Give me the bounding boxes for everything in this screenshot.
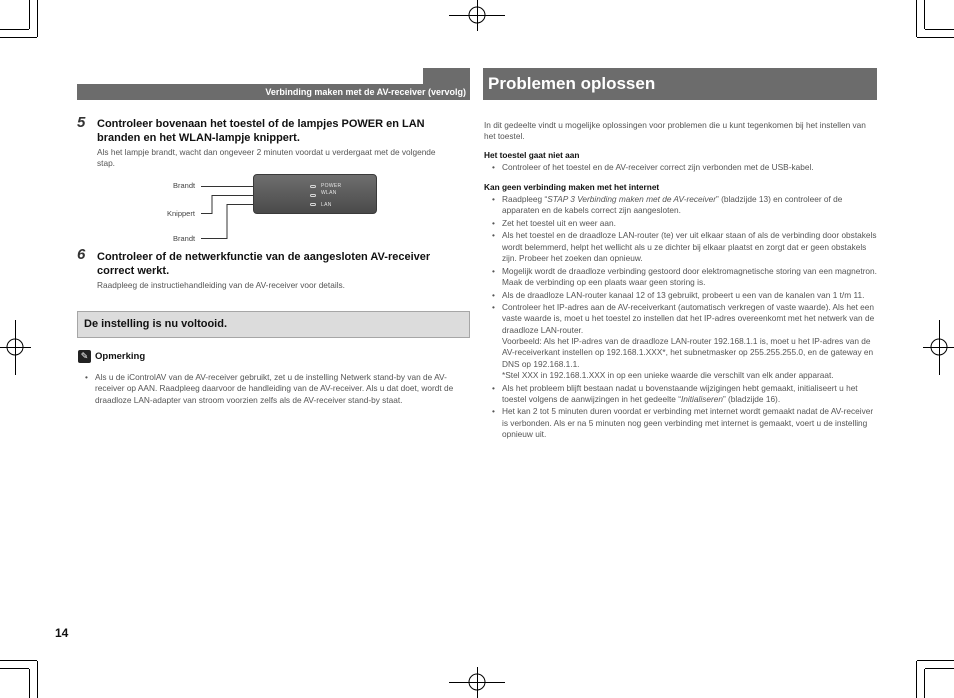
list-item: • Controleer of het toestel en de AV-receiver correct zijn verbonden met de USB-kabel. xyxy=(484,162,877,173)
subheading-internet: Kan geen verbinding maken met het internet xyxy=(484,182,660,192)
list-item: • Zet het toestel uit en weer aan. xyxy=(484,218,877,229)
pencil-icon: ✎ xyxy=(78,350,91,363)
label-brandt-power: Brandt xyxy=(173,181,196,190)
led-power-label: POWER xyxy=(321,183,342,189)
cross-reference: Initialiseren xyxy=(680,393,723,404)
device-illustration xyxy=(253,174,377,214)
subheading-power: Het toestel gaat niet aan xyxy=(484,150,580,160)
step-6-number: 6 xyxy=(77,246,86,263)
led-power-icon xyxy=(310,185,316,188)
header-tab xyxy=(423,68,470,84)
note-list xyxy=(77,372,470,407)
intro-text: In dit gedeelte vindt u mogelijke oplossingen voor problemen die u kunt tegenkomen bij het instellen van het toestel. xyxy=(484,120,866,141)
list-item: • Als de draadloze LAN-router kanaal 12 of 13 gebruikt, probeert u een van de kanalen van 1 t/m 11. xyxy=(484,290,877,301)
list-item: • Controleer het IP-adres aan de AV-receiverkant (automatisch verkregen of vaste waarde). Als het een vaste waarde is, moet u het toestel zo instellen dat het IP-adres overeenkomt met het netwerk van de draadloze LAN-router. Voorbeeld: Als het IP-adres van de draadloze LAN-router 192.168.1.1 is, moet u het IP-adres van de AV-receiverkant instellen op 192.168.1.XXX*, het subnetmasker op 255.255.255.0, en de gateway en DNS op 192.168.1.1. *Stel XXX in 192.168.1.XXX in op een unieke waarde die verschilt van elk ander apparaat. xyxy=(484,302,877,381)
step-5-number: 5 xyxy=(77,114,86,131)
label-knippert-wlan: Knippert xyxy=(167,209,195,218)
step-6-body: Raadpleeg de instructiehandleiding van de AV-receiver voor details. xyxy=(97,280,345,290)
step-6-title: Controleer of de netwerkfunctie van de aangesloten AV-receiver correct werkt. xyxy=(97,251,431,277)
note-title: Opmerking xyxy=(95,351,146,362)
list-item: • Als het toestel en de draadloze LAN-router (te) ver uit elkaar staan of als de verbinding door obstakels wordt belemmerd, helpt het wellicht als u ze dichter bij elkaar plaatst en zorgt dat er geen obstakels zijn. Probeer het zoeken dan opnieuw. xyxy=(484,230,877,264)
completion-box: De instelling is nu voltooid. xyxy=(77,311,470,338)
list-item: • Mogelijk wordt de draadloze verbinding gestoord door elektromagnetische storing van een magnetron. Maak de verbinding op een plaats waar geen storing is. xyxy=(484,266,877,289)
step-5-body: Als het lampje brandt, wacht dan ongeveer 2 minuten voordat u verdergaat met de volgende stap. xyxy=(97,147,436,168)
internet-list xyxy=(484,194,877,442)
led-lan-label: LAN xyxy=(321,202,332,208)
page-number: 14 xyxy=(55,626,69,640)
led-wlan-icon xyxy=(310,194,316,197)
section-header-bar: Verbinding maken met de AV-receiver (vervolg) xyxy=(77,84,470,100)
list-item: • Als u de iControlAV van de AV-receiver gebruikt, zet u de instelling Netwerk stand-by van de AV-receiver op AAN. Raadpleeg daarvoor de handleiding van de AV-receiver. Als u dat doet, wordt de draadloze LAN-adapter van stroom voorzien zelfs als de AV-receiver stand-by staat. xyxy=(77,372,470,406)
page-title: Problemen oplossen xyxy=(483,68,877,100)
power-list xyxy=(484,162,877,175)
led-wlan-label: WLAN xyxy=(321,190,337,196)
list-item: • Het kan 2 tot 5 minuten duren voordat er verbinding met internet wordt gemaakt nadat de AV-receiver is verbonden. Als er na 5 minuten nog geen verbinding met internet is gemaakt, voert u de instelling opnieuw uit. xyxy=(484,406,877,440)
label-brandt-lan: Brandt xyxy=(173,234,196,243)
list-item: • Als het probleem blijft bestaan nadat u bovenstaande wijzigingen hebt gemaakt, initialiseert u het toestel volgens de aanwijzingen in het gedeelte “Initialiseren” (bladzijde 16). xyxy=(484,383,877,406)
list-item: • Raadpleeg “STAP 3 Verbinding maken met de AV-receiver” (bladzijde 13) en controleer of de apparaten en de kabels correct zijn aangesloten. xyxy=(484,194,877,217)
cross-reference: STAP 3 Verbinding maken met de AV-receiver xyxy=(547,194,716,204)
step-5-title: Controleer bovenaan het toestel of de lampjes POWER en LAN branden en het WLAN-lampje knippert. xyxy=(97,118,425,144)
led-lan-icon xyxy=(310,203,316,206)
